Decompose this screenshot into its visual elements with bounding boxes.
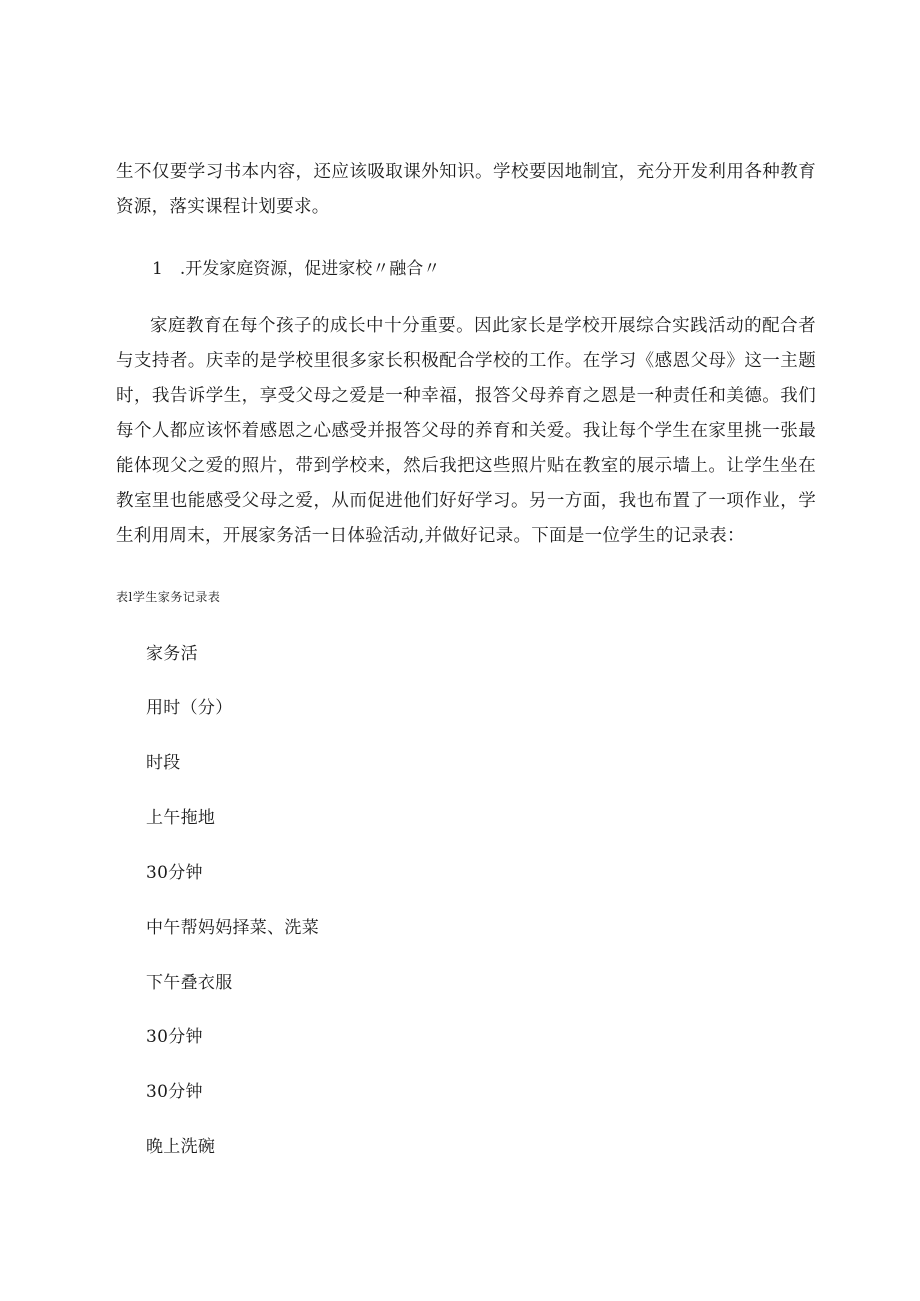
intro-paragraph: 生不仅要学习书本内容，还应该吸取课外知识。学校要因地制宜，充分开发利用各种教育资源，落实课程计划要求。 xyxy=(116,162,816,217)
table-cell: 用时（分） xyxy=(146,698,233,718)
table-cell: 30分钟 xyxy=(146,1027,203,1047)
table-cell: 下午叠衣服 xyxy=(146,973,233,993)
body-paragraph: 家庭教育在每个孩子的成长中十分重要。因此家长是学校开展综合实践活动的配合者与支持者。庆幸的是学校里很多家长积极配合学校的工作。在学习《感恩父母》这一主题时，我告诉学生，享受父母之爱是一种幸福，报答父母养育之恩是一种责任和美德。我们每个人都应该怀着感恩之心感受并报答父母的养育和关爱。我让每个学生在家里挑一张最能体现父之爱的照片，带到学校来，然后我把这些照片贴在教室的展示墙上。让学生坐在教室里也能感受父母之爱，从而促进他们好好学习。另一方面，我也布置了一项作业，学生利用周末，开展家务活一日体验活动,并做好记录。下面是一位学生的记录表： xyxy=(116,316,816,546)
table-cell: 上午拖地 xyxy=(146,808,216,828)
table-cell: 30分钟 xyxy=(146,1082,203,1102)
table-cell: 30分钟 xyxy=(146,863,203,883)
table-cell: 晚上洗碗 xyxy=(146,1137,216,1157)
table-cell: 中午帮妈妈择菜、洗菜 xyxy=(146,918,319,938)
table-cell: 时段 xyxy=(146,753,181,773)
table-cell: 家务活 xyxy=(146,644,198,664)
section-heading: 1 .开发家庭资源，促进家校〃融合〃 xyxy=(152,259,441,279)
table-caption: 表l学生家务记录表 xyxy=(116,590,221,604)
